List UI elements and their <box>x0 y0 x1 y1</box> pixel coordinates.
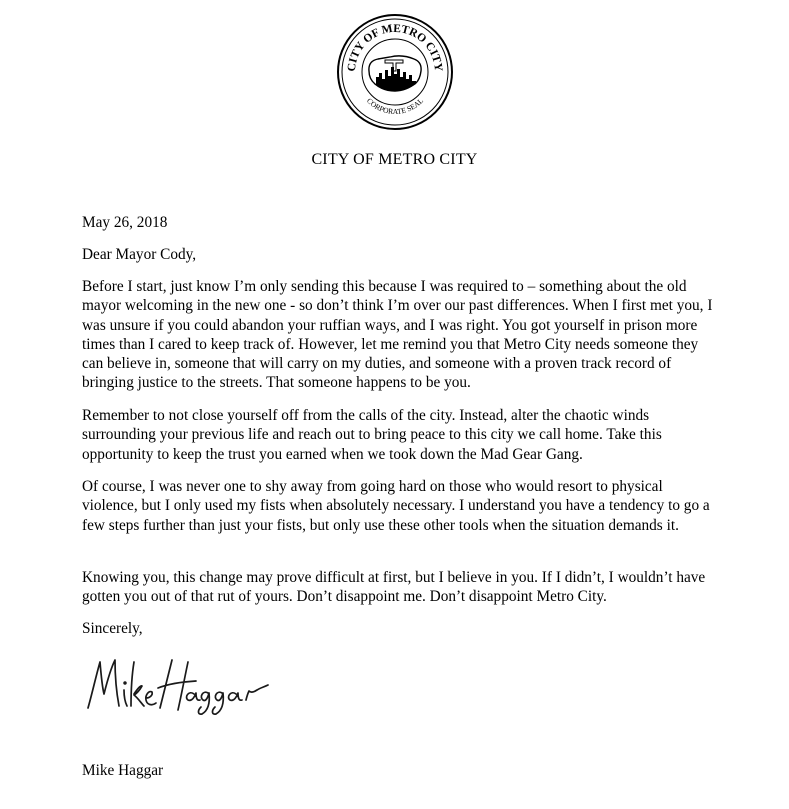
seal-graphic <box>336 13 454 131</box>
letterhead-title: CITY OF METRO CITY <box>311 151 478 168</box>
letter-paragraph: Of course, I was never one to shy away from going hard on those who would resort to physical violence, but I only used my fists when absolutely necessary. I understand you have a tendency to go a few steps further than just your fists, but only use these other tools when the situation demands it. <box>82 478 710 534</box>
letter-paragraph: Knowing you, this change may prove difficult at first, but I believe in you. If I didn’t, I wouldn’t have gotten you out of that rut of yours. Don’t disappoint me. Don’t disappoint Metro City. <box>82 569 706 606</box>
letter-paragraph: Remember to not close yourself off from the calls of the city. Instead, alter the chaotic winds surrounding your previous life and reach out to bring peace to this city we call home. Take this opportunity to keep the trust you earned when we took down the Mad Gear Gang. <box>82 407 662 463</box>
handwritten-signature <box>84 650 274 716</box>
letter-date: May 26, 2018 <box>82 214 168 231</box>
letter-paragraph: Before I start, just know I’m only sending this because I was required to – something about the old mayor welcoming in the new one - so don’t think I’m over our past differences. When I first met you, I was unsure if you could abandon your ruffian ways, and I was right. You got yourself in prison more times than I cared to keep track of. However, let me remind you that Metro City needs someone they can believe in, someone that will carry on my duties, and someone with a proven track record of bringing justice to the streets. That someone happens to be you. <box>82 278 713 392</box>
seal-bottom-text: CORPORATE SEAL <box>364 96 426 117</box>
letter-salutation: Dear Mayor Cody, <box>82 246 197 263</box>
city-seal-icon <box>336 13 454 131</box>
letter-closing: Sincerely, <box>82 620 143 637</box>
signer-name: Mike Haggar <box>82 762 164 779</box>
seal-top-text: CITY OF METRO CITY <box>345 22 445 73</box>
